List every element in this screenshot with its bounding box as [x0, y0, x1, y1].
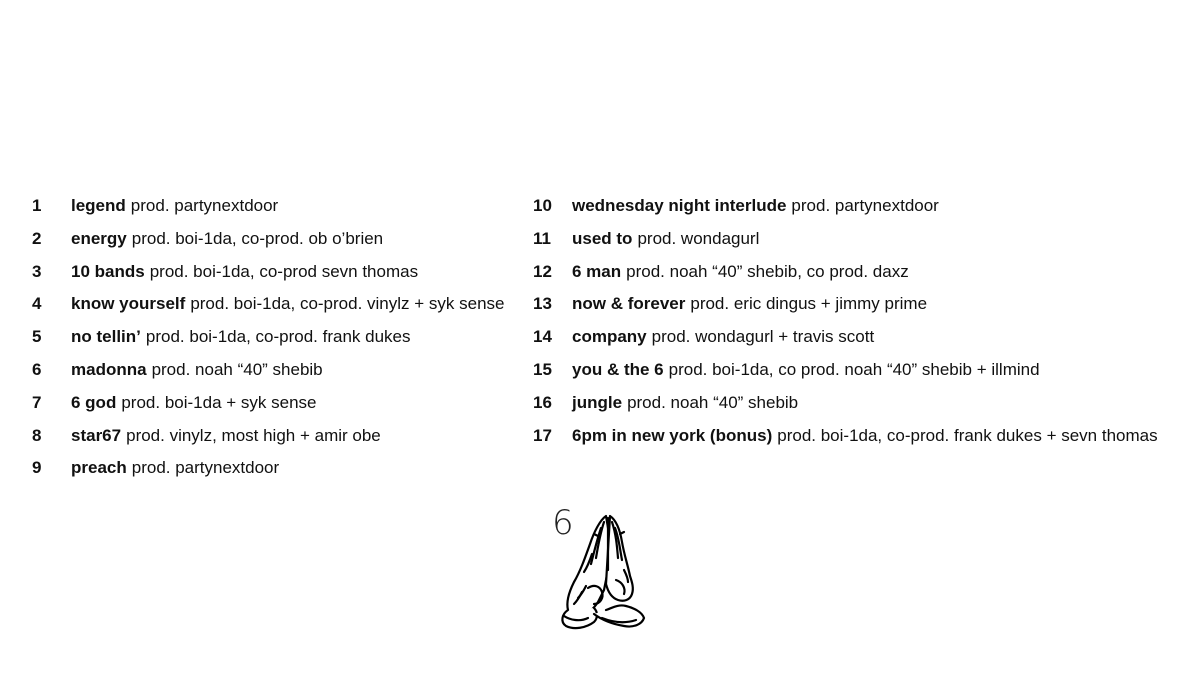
track-title: know yourself: [71, 294, 186, 314]
track-number: 10: [533, 196, 552, 215]
track-credit: prod. wondagurl: [637, 228, 760, 248]
album-logo: [548, 504, 648, 639]
track-row: [32, 323, 522, 356]
track-credit: prod. boi-1da, co-prod. ob o’brien: [131, 228, 384, 248]
track-number: 4: [32, 294, 42, 314]
track-credit: prod. boi-1da, co-prod. frank dukes: [145, 327, 411, 347]
track-row: [32, 422, 522, 455]
track-row: [32, 258, 522, 291]
track-number: 2: [32, 228, 42, 248]
track-credit: prod. wondagurl + travis scott: [651, 327, 875, 347]
track-title: no tellin’: [71, 327, 141, 347]
track-credit: prod. partynextdoor: [130, 196, 279, 215]
track-credit: prod. noah “40” shebib: [151, 359, 323, 379]
track-row: [533, 389, 1193, 422]
track-number: 1: [32, 196, 42, 215]
track-row: [533, 192, 1193, 225]
track-number: 15: [533, 359, 552, 379]
track-number: 8: [32, 425, 42, 445]
track-number: 12: [533, 261, 552, 281]
track-credit: prod. boi-1da, co-prod. frank dukes + sevn thomas: [777, 425, 1158, 445]
track-title: preach: [71, 458, 127, 478]
tracklist-left-column: [32, 192, 522, 487]
track-credit: prod. partynextdoor: [131, 458, 280, 478]
track-row: [32, 290, 522, 323]
track-row: [533, 290, 1193, 323]
track-title: used to: [572, 228, 633, 248]
track-credit: prod. eric dingus + jimmy prime: [690, 294, 928, 314]
track-credit: prod. boi-1da, co prod. noah “40” shebib + illmind: [668, 359, 1040, 379]
track-title: 6pm in new york (bonus): [572, 425, 773, 445]
track-number: 5: [32, 327, 42, 347]
track-credit: prod. boi-1da + syk sense: [121, 392, 317, 412]
track-row: [533, 225, 1193, 258]
track-number: 17: [533, 425, 552, 445]
track-title: jungle: [572, 392, 623, 412]
track-title: star67: [71, 425, 122, 445]
track-credit: prod. noah “40” shebib, co prod. daxz: [626, 261, 909, 281]
track-number: 13: [533, 294, 552, 314]
track-row: [533, 258, 1193, 291]
track-row: [533, 422, 1193, 455]
track-credit: prod. noah “40” shebib: [627, 392, 799, 412]
track-number: 3: [32, 261, 42, 281]
track-number: 6: [32, 359, 42, 379]
track-credit: prod. vinylz, most high + amir obe: [126, 425, 381, 445]
track-row: [533, 356, 1193, 389]
tracklist-right-column: [533, 192, 1193, 454]
track-number: 16: [533, 392, 552, 412]
track-title: madonna: [71, 359, 147, 379]
track-title: you & the 6: [572, 359, 664, 379]
logo-six: 6: [552, 503, 574, 543]
praying-hands-icon: [554, 510, 646, 640]
track-number: 9: [32, 458, 42, 478]
track-title: energy: [71, 228, 127, 248]
track-row: [533, 323, 1193, 356]
track-title: legend: [71, 196, 126, 215]
track-number: 11: [533, 228, 551, 248]
track-title: now & forever: [572, 294, 686, 314]
track-row: [32, 454, 522, 487]
track-title: wednesday night interlude: [572, 196, 787, 215]
track-title: company: [572, 327, 647, 347]
track-row: [32, 389, 522, 422]
track-title: 6 god: [71, 392, 117, 412]
track-credit: prod. boi-1da, co-prod. vinylz + syk sense: [190, 294, 505, 314]
track-number: 7: [32, 392, 42, 412]
track-credit: prod. partynextdoor: [791, 196, 939, 215]
track-row: [32, 225, 522, 258]
track-number: 14: [533, 327, 552, 347]
track-row: [32, 356, 522, 389]
track-row: [32, 192, 522, 225]
track-credit: prod. boi-1da, co-prod sevn thomas: [149, 261, 419, 281]
track-title: 6 man: [572, 261, 622, 281]
track-title: 10 bands: [71, 261, 145, 281]
